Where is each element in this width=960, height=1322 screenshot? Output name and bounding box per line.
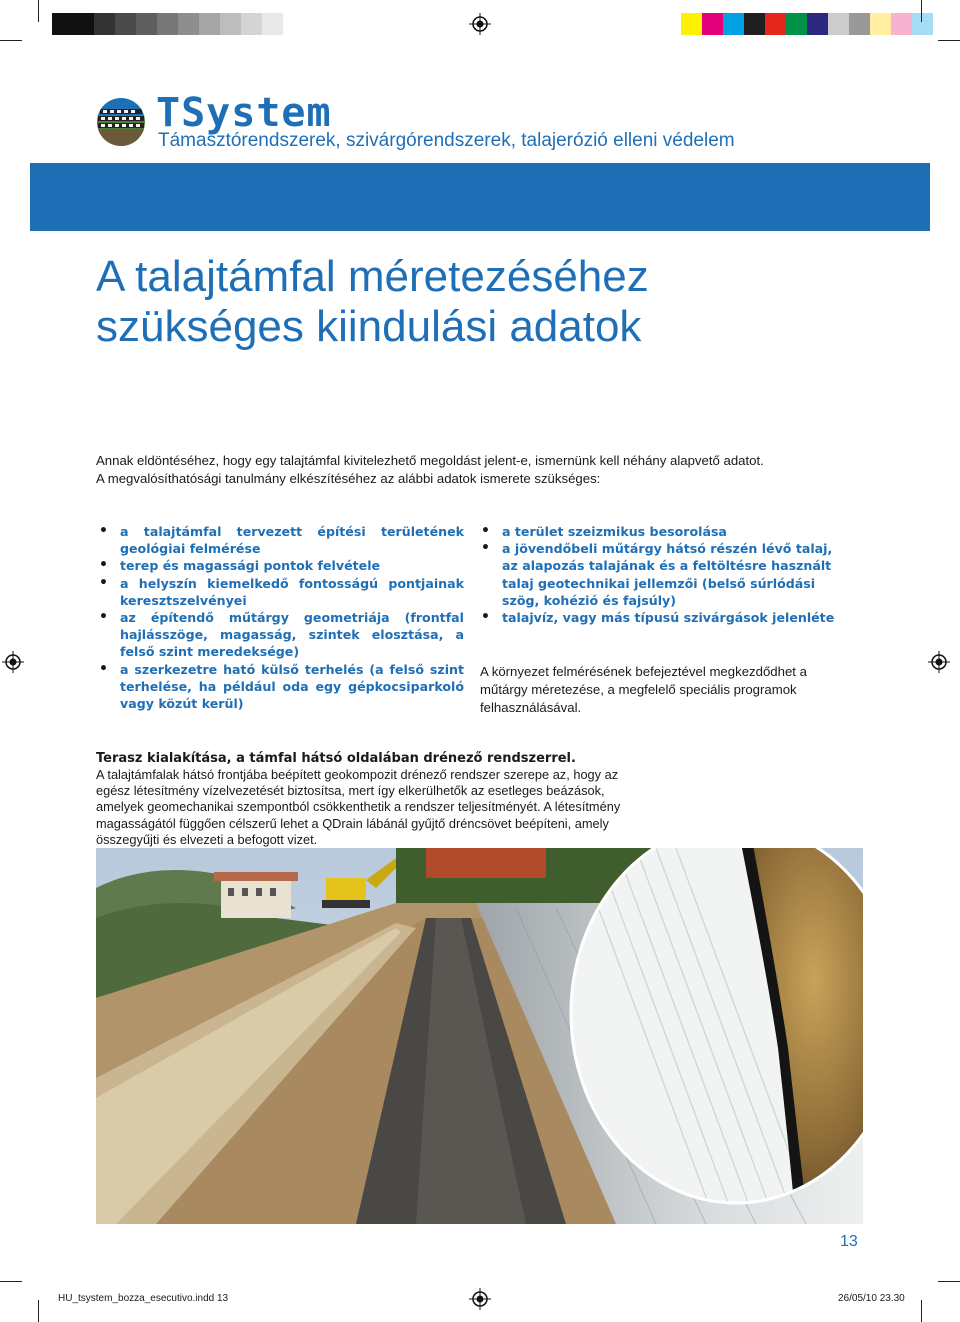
registration-mark-bottom-icon	[469, 1288, 491, 1310]
intro-paragraph	[96, 452, 876, 488]
tsystem-logo-icon	[96, 95, 146, 149]
color-swatch	[891, 13, 912, 35]
list-item: • a szerkezetre ható külső terhelés (a felső szint terhelése, ha például oda egy gépkocsiparkoló vagy közút kerül)	[98, 661, 464, 713]
color-swatch	[870, 13, 891, 35]
list-item: • a talajtámfal tervezett építési területének geológiai felmérése	[98, 523, 464, 557]
color-swatch	[849, 13, 870, 35]
brand-title: TSystem	[156, 90, 332, 136]
color-swatch	[115, 13, 136, 35]
color-swatch	[52, 13, 73, 35]
page-title-line: A talajtámfal méretezéséhez	[96, 252, 649, 301]
intro-line: A megvalósíthatósági tanulmány elkészítéséhez az alábbi adatok ismerete szükséges:	[96, 471, 601, 486]
crop-mark	[38, 0, 39, 22]
color-swatch	[807, 13, 828, 35]
color-swatch	[786, 13, 807, 35]
right-bullet-column	[480, 523, 845, 626]
registration-mark-right-icon	[928, 651, 950, 673]
list-item: • az építendő műtárgy geometriája (frontfal hajlásszöge, magasság, szintek elosztása, a felső szint meredeksége)	[98, 609, 464, 661]
brand-subtitle: Támasztórendszerek, szivárgórendszerek, talajerózió elleni védelem	[158, 130, 735, 151]
crop-mark	[938, 40, 960, 41]
header-banner	[30, 163, 930, 231]
crop-mark	[0, 40, 22, 41]
process-color-bar	[681, 13, 933, 35]
color-swatch	[681, 13, 702, 35]
color-swatch	[262, 13, 283, 35]
color-swatch	[828, 13, 849, 35]
crop-mark	[921, 0, 922, 22]
color-swatch	[765, 13, 786, 35]
crop-mark	[921, 1300, 922, 1322]
section-body: A talajtámfalak hátsó frontjába beépített geokompozit drénező rendszer szerepe az, hogy az egész létesítmény vízelvezetését biztosítsa, mert így elkerülhetők az esetleges beázások, amelyek geomechanikai szempontból csökkenthetik a rendszer teljesítményét. A létesítmény magasságától függően célszerű lehet a QDrain lábánál gyűjtő dréncsövet beépíteni, amely összegyűjti és elvezeti a befogott vizet.	[96, 767, 621, 847]
color-swatch	[136, 13, 157, 35]
color-swatch	[199, 13, 220, 35]
color-swatch	[73, 13, 94, 35]
color-swatch	[157, 13, 178, 35]
right-paragraph: A környezet felmérésének befejeztével megkezdődhet a műtárgy méretezése, a megfelelő speciális programok felhasználásával.	[480, 664, 807, 715]
list-item: • terep és magassági pontok felvétele	[98, 557, 464, 574]
page-title-line: szükséges kiindulási adatok	[96, 302, 642, 351]
intro-line: Annak eldöntéséhez, hogy egy talajtámfal kivitelezhető megoldást jelent-e, ismernünk kell néhány alapvető adatot.	[96, 453, 764, 468]
slug-date: 26/05/10 23.30	[838, 1293, 905, 1304]
list-item: • a jövendőbeli műtárgy hátsó részén lévő talaj, az alapozás talajának és a feltöltésre használt talaj geotechnikai jellemzői (belső súrlódási szög, kohézió és fajsúly)	[480, 540, 845, 609]
color-swatch	[94, 13, 115, 35]
registration-mark-left-icon	[2, 651, 24, 673]
color-swatch	[178, 13, 199, 35]
color-swatch	[220, 13, 241, 35]
list-item: • a helyszín kiemelkedő fontosságú pontjainak keresztszelvényei	[98, 575, 464, 609]
left-bullet-column	[98, 523, 464, 712]
grayscale-color-bar	[52, 13, 283, 35]
page-number: 13	[840, 1233, 858, 1250]
section-heading: Terasz kialakítása, a támfal hátsó oldalában drénező rendszerrel.	[96, 751, 576, 766]
crop-mark	[38, 1300, 39, 1322]
color-swatch	[912, 13, 933, 35]
color-swatch	[702, 13, 723, 35]
crop-mark	[938, 1281, 960, 1282]
list-item: • talajvíz, vagy más típusú szivárgások jelenléte	[480, 609, 845, 626]
page-title	[96, 252, 856, 352]
crop-mark	[0, 1281, 22, 1282]
registration-mark-top-icon	[469, 13, 491, 35]
slug-filename: HU_tsystem_bozza_esecutivo.indd 13	[58, 1293, 229, 1304]
color-swatch	[744, 13, 765, 35]
list-item: • a terület szeizmikus besorolása	[480, 523, 845, 540]
color-swatch	[241, 13, 262, 35]
color-swatch	[723, 13, 744, 35]
retaining-wall-photo	[96, 848, 863, 1224]
